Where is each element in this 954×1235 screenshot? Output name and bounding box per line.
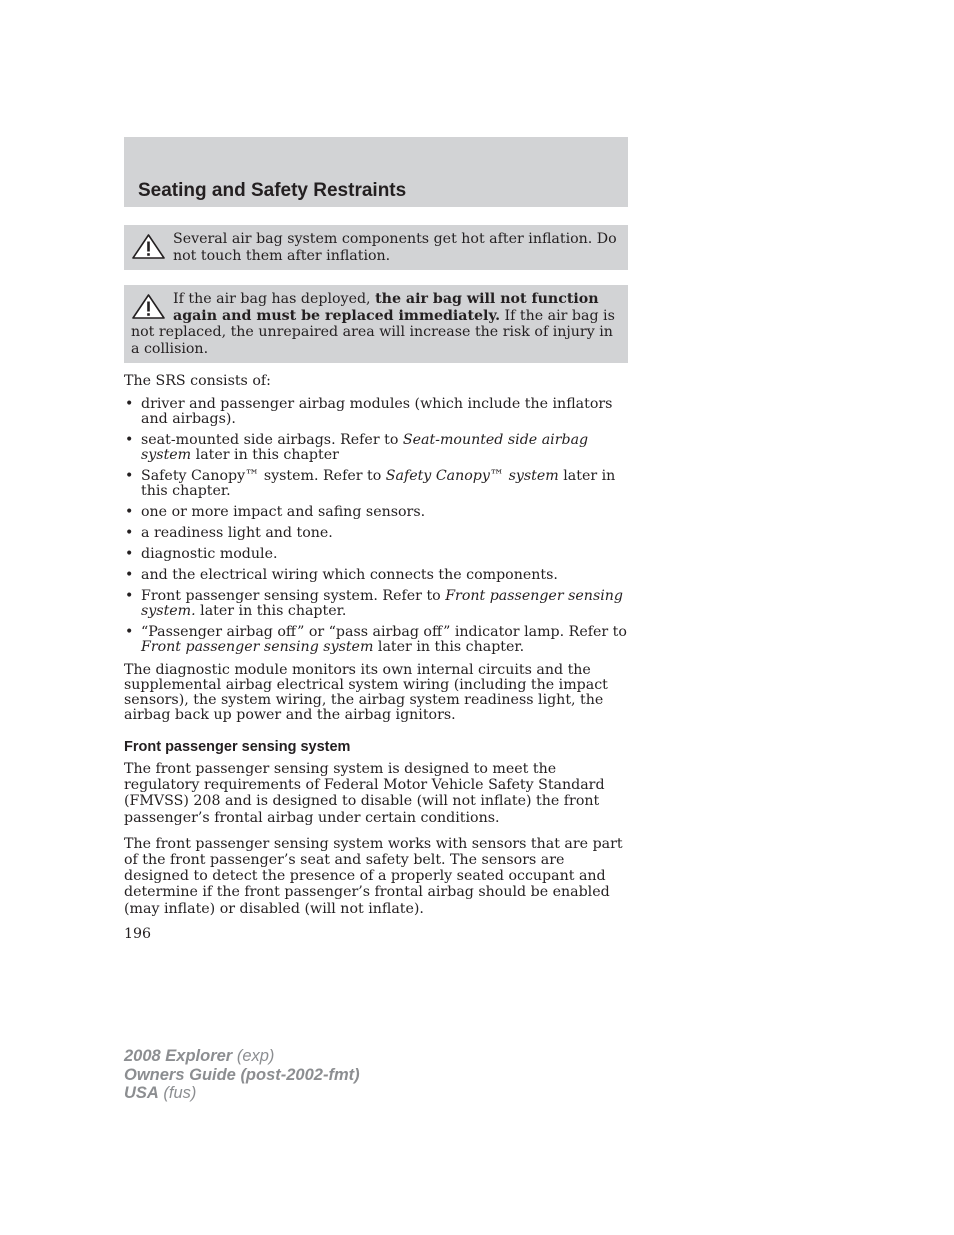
- list-item-text: one or more impact and safing sensors.: [141, 504, 426, 520]
- warning-text-bold: the air bag will not function again and must be replaced immediately.: [173, 291, 599, 324]
- footer-market: USA: [124, 1084, 159, 1102]
- list-item-text: “Passenger airbag off” or “pass airbag off” indicator lamp. Refer to: [141, 624, 627, 640]
- list-item-text: a readiness light and tone.: [141, 525, 333, 541]
- front-passenger-paragraph: The front passenger sensing system is designed to meet the regulatory requirements of Federal Motor Vehicle Safety Standard (FMVSS) 208 and is designed to disable (will not inflate) the front passenger’s frontal airbag under certain conditions.: [124, 761, 605, 826]
- footer-line: [124, 1084, 360, 1103]
- main-content: [124, 374, 628, 927]
- bullet-mark: •: [125, 432, 134, 448]
- bullet-mark: •: [125, 588, 134, 604]
- list-item-text: Safety Canopy™ system. Refer to: [141, 468, 386, 484]
- cross-reference: Front passenger sensing system.: [141, 588, 623, 619]
- bullet-mark: •: [125, 504, 134, 520]
- warning-triangle-icon: [131, 233, 166, 260]
- bullet-mark: •: [125, 567, 134, 583]
- list-item: [124, 547, 628, 562]
- list-item-text: later in this chapter.: [373, 639, 525, 655]
- cross-reference: Front passenger sensing system: [141, 639, 374, 655]
- bullet-mark: •: [125, 546, 134, 562]
- section-header-band: [124, 137, 628, 207]
- diagnostic-paragraph: The diagnostic module monitors its own internal circuits and the supplemental airbag electrical system wiring (including the impact sensors), the system wiring, the airbag system readiness light, the airbag back up power and the airbag ignitors.: [124, 662, 608, 723]
- list-item: [124, 625, 628, 655]
- document-footer: [124, 1047, 360, 1103]
- list-item-text: seat-mounted side airbags. Refer to: [141, 432, 403, 448]
- footer-guide: Owners Guide (post-2002-fmt): [124, 1065, 360, 1084]
- list-item: [124, 568, 628, 583]
- bullet-mark: •: [125, 525, 134, 541]
- list-item-text: later in this chapter.: [141, 468, 616, 499]
- warning-box-deployed-airbag: [124, 285, 628, 363]
- warning-text: [131, 291, 620, 357]
- warning-text-lead: If the air bag has deployed,: [173, 291, 376, 307]
- list-item: [124, 469, 628, 499]
- list-item-text: later in this chapter.: [195, 603, 347, 619]
- warning-text-tail: If the air bag is not replaced, the unrepaired area will increase the risk of injury in a collision.: [131, 307, 615, 357]
- srs-intro: The SRS consists of:: [124, 373, 271, 389]
- footer-model-code: (exp): [232, 1047, 275, 1065]
- bullet-mark: •: [125, 624, 134, 640]
- footer-model: 2008 Explorer: [124, 1047, 233, 1065]
- list-item-text: diagnostic module.: [141, 546, 278, 562]
- cross-reference: Seat-mounted side airbag system: [141, 432, 589, 463]
- list-item: [124, 505, 628, 520]
- list-item: [124, 397, 628, 427]
- section-title: Seating and Safety Restraints: [138, 180, 407, 201]
- bullet-mark: •: [125, 396, 134, 412]
- warning-triangle-icon: [131, 293, 166, 320]
- list-item-text: later in this chapter: [191, 447, 339, 463]
- front-passenger-paragraph: The front passenger sensing system works with sensors that are part of the front passenger’s seat and safety belt. The sensors are designed to detect the presence of a properly seated occupant and determine if the front passenger’s frontal airbag should be enabled (may inflate) or disabled (will not inflate).: [124, 835, 623, 917]
- list-item: [124, 433, 628, 463]
- srs-component-list: [124, 397, 628, 655]
- list-item: [124, 526, 628, 541]
- list-item-text: driver and passenger airbag modules (which include the inflators and airbags).: [141, 396, 613, 427]
- page-number: 196: [124, 926, 152, 942]
- cross-reference: Safety Canopy™ system: [385, 468, 559, 484]
- footer-market-code: (fus): [158, 1084, 197, 1102]
- warning-box-hot-components: [124, 225, 628, 270]
- list-item-text: Front passenger sensing system. Refer to: [141, 588, 446, 604]
- front-passenger-heading: Front passenger sensing system: [124, 739, 351, 755]
- list-item: [124, 589, 628, 619]
- bullet-mark: •: [125, 468, 134, 484]
- footer-line: [124, 1066, 360, 1085]
- list-item-text: and the electrical wiring which connects the components.: [141, 567, 558, 583]
- footer-line: [124, 1047, 360, 1066]
- warning-text: Several air bag system components get hot after inflation. Do not touch them after inflation.: [173, 231, 617, 264]
